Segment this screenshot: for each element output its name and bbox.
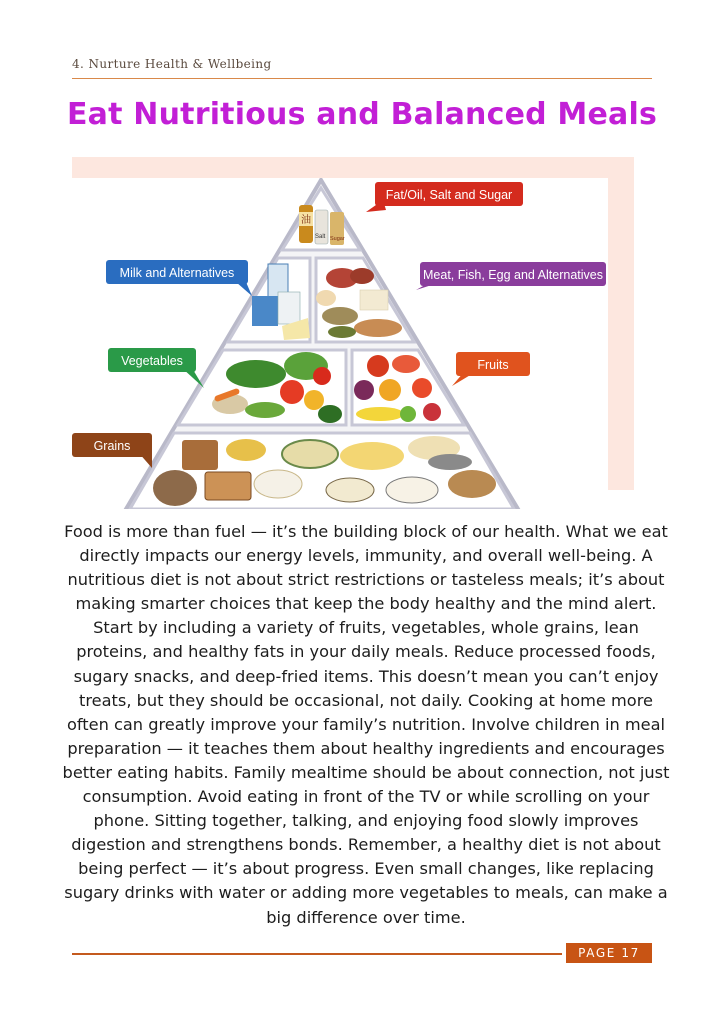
callout-milk [106, 260, 252, 296]
page-title: Eat Nutritious and Balanced Meals [66, 97, 658, 132]
section-header: 4. Nurture Health & Wellbeing [72, 57, 272, 71]
page-number-badge: PAGE 17 [566, 943, 652, 963]
label-milk: Milk and Alternatives [119, 266, 235, 280]
callout-fruits [452, 352, 530, 386]
sugar-jar-label: Sugar [330, 236, 345, 242]
callout-grains [72, 433, 152, 468]
callout-fat [366, 182, 523, 212]
label-vegetables: Vegetables [121, 354, 183, 368]
label-meat: Meat, Fish, Egg and Alternatives [423, 268, 603, 282]
header-divider [72, 78, 652, 79]
callout-vegetables [108, 348, 204, 388]
body-paragraph: Food is more than fuel — it’s the building block of our health. What we eat directly impacts our energy levels, immunity, and overall well-being. A nutritious diet is not about strict restrictions or tasteless meals; it’s about making smarter choices that keep the body healthy and the mind alert. Start by including a variety of fruits, vegetables, whole grains, lean proteins, and healthy fats in your daily meals. Reduce processed foods, sugary snacks, and deep-fried items. This doesn’t mean you can’t enjoy treats, but they should be occasional, not daily. Cooking at home more often can greatly improve your family’s nutrition. Involve children in meal preparation — it teaches them about healthy ingredients and encourages better eating habits. Family mealtime should be about connection, not just consumption. Avoid eating in front of the TV or while scrolling on your phone. Sitting together, talking, and enjoying food slowly improves digestion and strengthens bonds. Remember, a healthy diet is not about being perfect — it’s about progress. Even small changes, like replacing sugary drinks with water or adding more vegetables to meals, can make a big difference over time. [62, 522, 670, 927]
label-fruits: Fruits [477, 358, 509, 372]
callout-meat [416, 262, 606, 290]
oil-jar-label: 油 [301, 215, 311, 226]
label-grains: Grains [93, 439, 131, 453]
food-pyramid-illustration [60, 178, 608, 509]
food-pyramid-figure [60, 178, 608, 509]
salt-jar-label: Salt [315, 234, 326, 240]
label-fat: Fat/Oil, Salt and Sugar [385, 188, 513, 202]
footer-divider [72, 953, 562, 955]
